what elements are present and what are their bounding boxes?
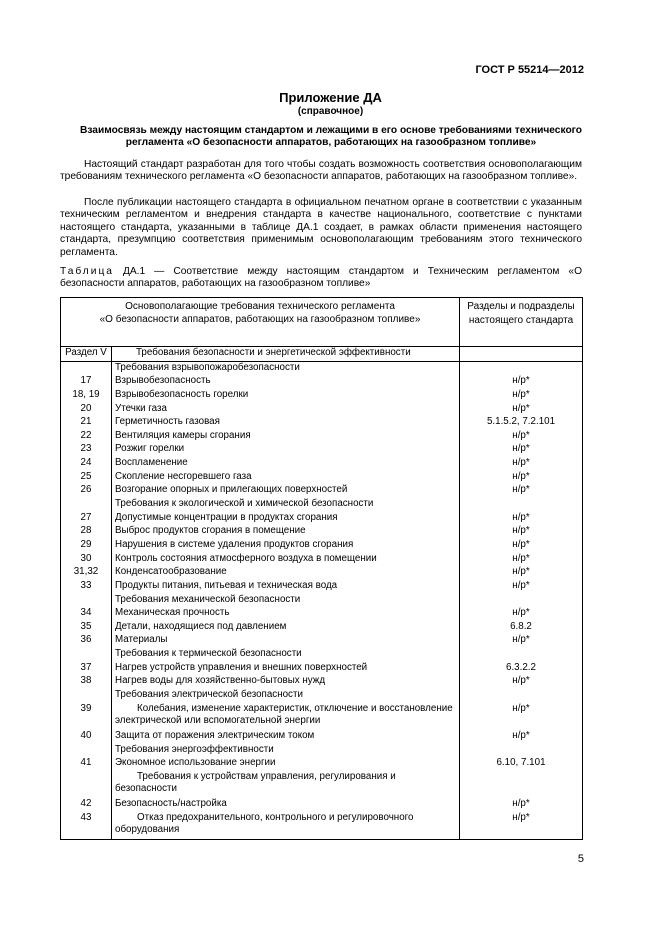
standard-section: н/р*	[460, 512, 583, 526]
table-header-requirements	[61, 298, 460, 347]
standard-section: н/р*	[460, 484, 583, 498]
standard-section: н/р*	[460, 812, 583, 840]
requirement: Конденсатообразование	[112, 566, 460, 580]
standard-section: н/р*	[460, 730, 583, 744]
clause-number: 41	[61, 757, 112, 771]
requirement: Требования к устройствам управления, регулирования и безопасности	[112, 771, 460, 798]
requirement: Нагрев воды для хозяйственно-бытовых нужд	[112, 675, 460, 689]
table-caption	[60, 266, 582, 290]
standard-section: н/р*	[460, 634, 583, 648]
standard-section: 6.10, 7.101	[460, 757, 583, 771]
clause-number: 24	[61, 457, 112, 471]
standard-section: н/р*	[460, 675, 583, 689]
clause-number: 43	[61, 812, 112, 840]
table-row	[61, 744, 583, 758]
requirement: Скопление несгоревшего газа	[112, 471, 460, 485]
appendix-heading: Взаимосвязь между настоящим стандартом и лежащими в его основе требованиями технического регламента «О безопасности аппаратов, работающих на газообразном топливе»	[80, 125, 582, 148]
standard-section: н/р*	[460, 525, 583, 539]
requirement: Розжиг горелки	[112, 443, 460, 457]
standard-number: ГОСТ Р 55214—2012	[475, 64, 584, 76]
table-header-requirements-line2: «О безопасности аппаратов, работающих на газообразном топливе»	[99, 314, 421, 325]
correspondence-table	[60, 297, 583, 840]
requirement: Материалы	[112, 634, 460, 648]
requirement: Возгорание опорных и прилегающих поверхностей	[112, 484, 460, 498]
clause-number: 38	[61, 675, 112, 689]
standard-section: н/р*	[460, 430, 583, 444]
clause-number: 22	[61, 430, 112, 444]
table-row	[61, 416, 583, 430]
table-row	[61, 361, 583, 375]
standard-section: н/р*	[460, 566, 583, 580]
requirement: Выброс продуктов сгорания в помещение	[112, 525, 460, 539]
table-row	[61, 512, 583, 526]
requirement: Безопасность/настройка	[112, 798, 460, 812]
appendix-title: Приложение ДА	[279, 90, 382, 105]
standard-section: н/р*	[460, 553, 583, 567]
standard-section	[460, 498, 583, 512]
table-row	[61, 566, 583, 580]
clause-number	[61, 361, 112, 375]
table-row	[61, 403, 583, 417]
table-row	[61, 443, 583, 457]
clause-number: 34	[61, 607, 112, 621]
appendix-subtitle: (справочное)	[297, 106, 364, 117]
standard-section	[460, 347, 583, 362]
clause-number: 26	[61, 484, 112, 498]
table-header-sections: Разделы и подразделы настоящего стандарта	[460, 298, 583, 347]
requirement: Требования к термической безопасности	[112, 648, 460, 662]
table-row	[61, 730, 583, 744]
requirement: Механическая прочность	[112, 607, 460, 621]
requirement: Экономное использование энергии	[112, 757, 460, 771]
table-caption-text: ДА.1 — Соответствие между настоящим стандартом и Техническим регламентом «О безопасности аппаратов, работающих на газообразном топливе»	[60, 266, 582, 289]
requirement: Детали, находящиеся под давлением	[112, 621, 460, 635]
requirement: Отказ предохранительного, контрольного и регулировочного оборудования	[112, 812, 460, 840]
table-row	[61, 648, 583, 662]
table-row	[61, 771, 583, 798]
table-row	[61, 471, 583, 485]
requirement: Нарушения в системе удаления продуктов сгорания	[112, 539, 460, 553]
standard-section: н/р*	[460, 703, 583, 730]
table-row	[61, 525, 583, 539]
standard-section	[460, 689, 583, 703]
clause-number: 27	[61, 512, 112, 526]
table-row	[61, 389, 583, 403]
requirement: Воспламенение	[112, 457, 460, 471]
requirement: Требования взрывопожаробезопасности	[112, 361, 460, 375]
clause-number: 31,32	[61, 566, 112, 580]
table-row	[61, 347, 583, 362]
table-row	[61, 457, 583, 471]
intro-paragraph: Настоящий стандарт разработан для того чтобы создать возможность соответствия основополагающим требованиям технического регламента «О безопасности аппаратов, работающих на газообразном топливе».	[60, 159, 582, 183]
requirement: Защита от поражения электрическим током	[112, 730, 460, 744]
clause-number: 29	[61, 539, 112, 553]
requirement: Взрывобезопасность горелки	[112, 389, 460, 403]
table-row	[61, 798, 583, 812]
standard-section: н/р*	[460, 457, 583, 471]
table-row	[61, 539, 583, 553]
table-row	[61, 553, 583, 567]
requirement: Вентиляция камеры сгорания	[112, 430, 460, 444]
table-row	[61, 484, 583, 498]
requirement: Колебания, изменение характеристик, отключение и восстановление электрической или вспомогательной энергии	[112, 703, 460, 730]
clause-number: 21	[61, 416, 112, 430]
standard-section: н/р*	[460, 403, 583, 417]
clause-number: 42	[61, 798, 112, 812]
requirement: Утечки газа	[112, 403, 460, 417]
standard-section: н/р*	[460, 580, 583, 594]
table-row	[61, 621, 583, 635]
requirement: Продукты питания, питьевая и техническая вода	[112, 580, 460, 594]
standard-section	[460, 744, 583, 758]
clause-number	[61, 744, 112, 758]
clause-number: Раздел V	[61, 347, 112, 362]
standard-section: н/р*	[460, 443, 583, 457]
requirement: Требования безопасности и энергетической эффективности	[112, 347, 460, 362]
table-row	[61, 662, 583, 676]
requirement: Нагрев устройств управления и внешних поверхностей	[112, 662, 460, 676]
table-row	[61, 757, 583, 771]
table-row	[61, 634, 583, 648]
clause-number	[61, 771, 112, 798]
requirement: Требования к экологической и химической безопасности	[112, 498, 460, 512]
clause-number	[61, 594, 112, 608]
requirement: Требования электрической безопасности	[112, 689, 460, 703]
table-row	[61, 703, 583, 730]
clause-number: 40	[61, 730, 112, 744]
standard-section	[460, 771, 583, 798]
clause-number: 35	[61, 621, 112, 635]
standard-section: н/р*	[460, 375, 583, 389]
clause-number	[61, 689, 112, 703]
standard-section	[460, 594, 583, 608]
standard-section: н/р*	[460, 471, 583, 485]
table-row	[61, 675, 583, 689]
requirement: Требования энергоэффективности	[112, 744, 460, 758]
clause-number: 36	[61, 634, 112, 648]
table-caption-label: Таблица	[60, 266, 114, 277]
table-row	[61, 689, 583, 703]
standard-section: н/р*	[460, 798, 583, 812]
table-row	[61, 607, 583, 621]
requirement: Герметичность газовая	[112, 416, 460, 430]
clause-number: 28	[61, 525, 112, 539]
table-row	[61, 498, 583, 512]
clause-number: 25	[61, 471, 112, 485]
clause-number: 18, 19	[61, 389, 112, 403]
clause-number	[61, 498, 112, 512]
standard-section	[460, 361, 583, 375]
clause-number: 37	[61, 662, 112, 676]
requirement: Требования механической безопасности	[112, 594, 460, 608]
table-header-requirements-line1: Основополагающие требования технического регламента	[125, 301, 395, 312]
requirement: Допустимые концентрации в продуктах сгорания	[112, 512, 460, 526]
standard-section	[460, 648, 583, 662]
requirement: Взрывобезопасность	[112, 375, 460, 389]
publication-paragraph: После публикации настоящего стандарта в официальном печатном органе в соответствии с указанным техническим регламентом и внедрения стандарта в качестве национального, соответствие с пунктами настоящего стандарта, указанными в таблице ДА.1 создает, в рамках области применения настоящего стандарта, презумпцию соответствия применимым основополагающим требованиям этого технического регламента.	[60, 197, 582, 258]
clause-number: 39	[61, 703, 112, 730]
clause-number: 20	[61, 403, 112, 417]
clause-number: 30	[61, 553, 112, 567]
table-row	[61, 430, 583, 444]
clause-number: 23	[61, 443, 112, 457]
standard-section: 5.1.5.2, 7.2.101	[460, 416, 583, 430]
standard-section: 6.8.2	[460, 621, 583, 635]
table-row	[61, 580, 583, 594]
requirement: Контроль состояния атмосферного воздуха в помещении	[112, 553, 460, 567]
table-row	[61, 375, 583, 389]
standard-section: н/р*	[460, 389, 583, 403]
clause-number: 17	[61, 375, 112, 389]
page-number: 5	[577, 853, 584, 865]
standard-section: 6.3.2.2	[460, 662, 583, 676]
table-row	[61, 594, 583, 608]
clause-number	[61, 648, 112, 662]
table-row	[61, 812, 583, 840]
standard-section: н/р*	[460, 607, 583, 621]
clause-number: 33	[61, 580, 112, 594]
standard-section: н/р*	[460, 539, 583, 553]
